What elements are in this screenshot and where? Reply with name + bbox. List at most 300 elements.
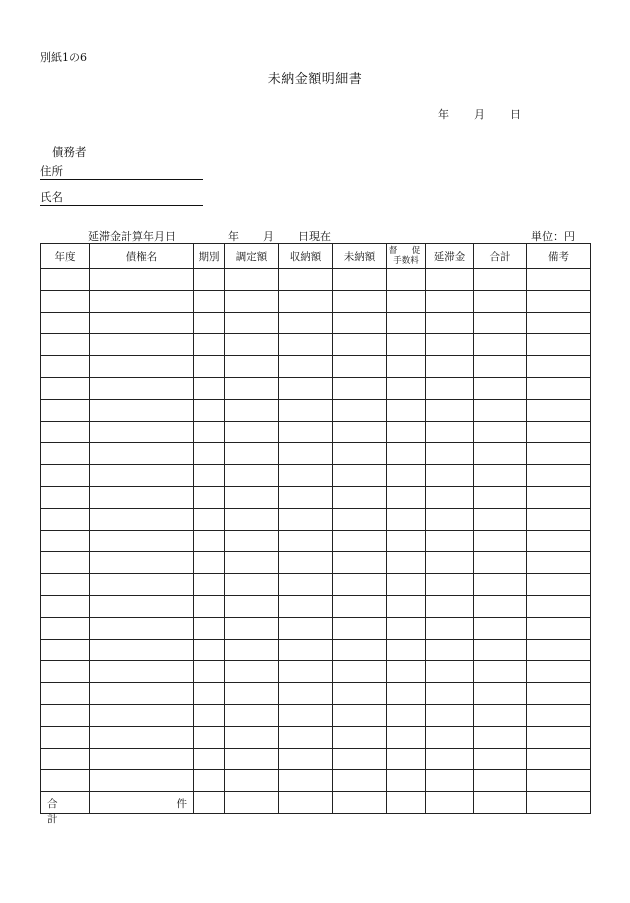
cell-assessed[interactable] xyxy=(225,508,279,530)
cell-remarks[interactable] xyxy=(527,465,591,487)
header-unpaid: 未納額 xyxy=(333,244,387,269)
cell-late-charge[interactable] xyxy=(426,399,474,421)
cell-unpaid[interactable] xyxy=(333,617,387,639)
cell-installment[interactable] xyxy=(194,770,225,792)
cell-claim-name[interactable] xyxy=(90,334,194,356)
cell-reminder-fee[interactable] xyxy=(387,704,426,726)
table-cell[interactable] xyxy=(426,792,474,814)
cell-fiscal-year[interactable] xyxy=(41,748,90,770)
cell-fiscal-year[interactable] xyxy=(41,312,90,334)
table-row xyxy=(41,290,591,312)
cell-total[interactable] xyxy=(474,726,527,748)
cell-late-charge[interactable] xyxy=(426,334,474,356)
cell-fiscal-year[interactable] xyxy=(41,617,90,639)
cell-total[interactable] xyxy=(474,770,527,792)
header-claim-name: 債権名 xyxy=(90,244,194,269)
cell-reminder-fee[interactable] xyxy=(387,269,426,291)
cell-assessed[interactable] xyxy=(225,486,279,508)
cell-reminder-fee[interactable] xyxy=(387,421,426,443)
cell-received[interactable] xyxy=(279,617,333,639)
name-field[interactable] xyxy=(40,190,203,206)
cell-assessed[interactable] xyxy=(225,661,279,683)
cell-received[interactable] xyxy=(279,595,333,617)
table-row xyxy=(41,530,591,552)
cell-reminder-fee[interactable] xyxy=(387,377,426,399)
cell-reminder-fee[interactable] xyxy=(387,552,426,574)
cell-received[interactable] xyxy=(279,639,333,661)
cell-late-charge[interactable] xyxy=(426,726,474,748)
cell-installment[interactable] xyxy=(194,465,225,487)
cell-claim-name[interactable] xyxy=(90,639,194,661)
cell-unpaid[interactable] xyxy=(333,595,387,617)
cell-total[interactable] xyxy=(474,530,527,552)
cell-assessed[interactable] xyxy=(225,617,279,639)
header-reminder-fee-line2: 手数料 xyxy=(393,256,419,266)
cell-claim-name[interactable] xyxy=(90,661,194,683)
header-total: 合計 xyxy=(474,244,527,269)
table-cell[interactable] xyxy=(225,792,279,814)
cell-remarks[interactable] xyxy=(527,748,591,770)
cell-installment[interactable] xyxy=(194,421,225,443)
cell-fiscal-year[interactable] xyxy=(41,574,90,596)
cell-received[interactable] xyxy=(279,552,333,574)
unit-label: 単位：円 xyxy=(531,230,575,243)
cell-unpaid[interactable] xyxy=(333,661,387,683)
cell-fiscal-year[interactable] xyxy=(41,443,90,465)
cell-total[interactable] xyxy=(474,443,527,465)
cell-received[interactable] xyxy=(279,508,333,530)
cell-unpaid[interactable] xyxy=(333,465,387,487)
cell-received[interactable] xyxy=(279,269,333,291)
cell-remarks[interactable] xyxy=(527,356,591,378)
cell-late-charge[interactable] xyxy=(426,290,474,312)
cell-assessed[interactable] xyxy=(225,639,279,661)
cell-claim-name[interactable] xyxy=(90,312,194,334)
cell-unpaid[interactable] xyxy=(333,726,387,748)
cell-claim-name[interactable] xyxy=(90,508,194,530)
cell-assessed[interactable] xyxy=(225,421,279,443)
cell-remarks[interactable] xyxy=(527,595,591,617)
cell-late-charge[interactable] xyxy=(426,639,474,661)
cell-assessed[interactable] xyxy=(225,377,279,399)
cell-remarks[interactable] xyxy=(527,443,591,465)
table-row xyxy=(41,552,591,574)
cell-assessed[interactable] xyxy=(225,552,279,574)
table-row xyxy=(41,356,591,378)
count-unit-label: 件 xyxy=(176,798,187,811)
cell-assessed[interactable] xyxy=(225,704,279,726)
cell-late-charge[interactable] xyxy=(426,617,474,639)
cell-fiscal-year[interactable] xyxy=(41,552,90,574)
cell-installment[interactable] xyxy=(194,334,225,356)
cell-installment[interactable] xyxy=(194,508,225,530)
cell-installment[interactable] xyxy=(194,574,225,596)
cell-reminder-fee[interactable] xyxy=(387,443,426,465)
cell-total[interactable] xyxy=(474,552,527,574)
cell-unpaid[interactable] xyxy=(333,399,387,421)
cell-received[interactable] xyxy=(279,661,333,683)
table-cell[interactable] xyxy=(194,792,225,814)
cell-fiscal-year[interactable] xyxy=(41,770,90,792)
cell-unpaid[interactable] xyxy=(333,639,387,661)
cell-installment[interactable] xyxy=(194,399,225,421)
cell-installment[interactable] xyxy=(194,443,225,465)
cell-unpaid[interactable] xyxy=(333,290,387,312)
table-row xyxy=(41,465,591,487)
cell-late-charge[interactable] xyxy=(426,269,474,291)
cell-reminder-fee[interactable] xyxy=(387,486,426,508)
cell-total[interactable] xyxy=(474,465,527,487)
cell-installment[interactable] xyxy=(194,290,225,312)
cell-remarks[interactable] xyxy=(527,312,591,334)
cell-unpaid[interactable] xyxy=(333,443,387,465)
cell-late-charge[interactable] xyxy=(426,377,474,399)
cell-fiscal-year[interactable] xyxy=(41,486,90,508)
cell-total[interactable] xyxy=(474,356,527,378)
cell-unpaid[interactable] xyxy=(333,312,387,334)
cell-remarks[interactable] xyxy=(527,574,591,596)
table-row xyxy=(41,508,591,530)
cell-assessed[interactable] xyxy=(225,683,279,705)
cell-received[interactable] xyxy=(279,334,333,356)
total-char-1: 合 xyxy=(47,798,58,811)
cell-unpaid[interactable] xyxy=(333,704,387,726)
cell-installment[interactable] xyxy=(194,552,225,574)
cell-total[interactable] xyxy=(474,748,527,770)
header-received: 収納額 xyxy=(279,244,333,269)
table-cell[interactable] xyxy=(279,792,333,814)
cell-received[interactable] xyxy=(279,377,333,399)
cell-remarks[interactable] xyxy=(527,486,591,508)
cell-installment[interactable] xyxy=(194,661,225,683)
cell-remarks[interactable] xyxy=(527,617,591,639)
cell-reminder-fee[interactable] xyxy=(387,465,426,487)
table-row xyxy=(41,683,591,705)
cell-reminder-fee[interactable] xyxy=(387,748,426,770)
cell-claim-name[interactable] xyxy=(90,356,194,378)
cell-total[interactable] xyxy=(474,704,527,726)
cell-assessed[interactable] xyxy=(225,443,279,465)
cell-assessed[interactable] xyxy=(225,269,279,291)
cell-installment[interactable] xyxy=(194,530,225,552)
cell-installment[interactable] xyxy=(194,639,225,661)
cell-claim-name[interactable] xyxy=(90,421,194,443)
cell-late-charge[interactable] xyxy=(426,356,474,378)
cell-reminder-fee[interactable] xyxy=(387,312,426,334)
cell-claim-name[interactable] xyxy=(90,269,194,291)
cell-unpaid[interactable] xyxy=(333,334,387,356)
cell-total[interactable] xyxy=(474,617,527,639)
cell-claim-name[interactable] xyxy=(90,704,194,726)
cell-unpaid[interactable] xyxy=(333,530,387,552)
cell-late-charge[interactable] xyxy=(426,661,474,683)
cell-installment[interactable] xyxy=(194,486,225,508)
cell-remarks[interactable] xyxy=(527,334,591,356)
cell-claim-name[interactable] xyxy=(90,617,194,639)
cell-total[interactable] xyxy=(474,574,527,596)
cell-assessed[interactable] xyxy=(225,574,279,596)
cell-assessed[interactable] xyxy=(225,595,279,617)
total-char-2: 計 xyxy=(47,813,58,826)
table-row xyxy=(41,377,591,399)
cell-unpaid[interactable] xyxy=(333,683,387,705)
page-title: 未納金額明細書 xyxy=(267,72,363,87)
debtor-label: 債務者 xyxy=(52,145,87,159)
total-count-cell[interactable] xyxy=(90,792,194,814)
cell-installment[interactable] xyxy=(194,312,225,334)
cell-reminder-fee[interactable] xyxy=(387,617,426,639)
date-day-label: 日 xyxy=(510,108,521,121)
cell-reminder-fee[interactable] xyxy=(387,334,426,356)
cell-unpaid[interactable] xyxy=(333,748,387,770)
cell-received[interactable] xyxy=(279,770,333,792)
cell-remarks[interactable] xyxy=(527,421,591,443)
cell-installment[interactable] xyxy=(194,704,225,726)
address-field[interactable] xyxy=(40,164,203,180)
table-row xyxy=(41,726,591,748)
cell-reminder-fee[interactable] xyxy=(387,639,426,661)
table-row xyxy=(41,661,591,683)
cell-claim-name[interactable] xyxy=(90,486,194,508)
cell-late-charge[interactable] xyxy=(426,443,474,465)
detail-table xyxy=(40,243,591,826)
table-row xyxy=(41,269,591,291)
header-reminder-fee xyxy=(387,244,426,269)
cell-fiscal-year[interactable] xyxy=(41,399,90,421)
cell-total[interactable] xyxy=(474,290,527,312)
cell-installment[interactable] xyxy=(194,617,225,639)
cell-remarks[interactable] xyxy=(527,726,591,748)
cell-reminder-fee[interactable] xyxy=(387,683,426,705)
cell-installment[interactable] xyxy=(194,356,225,378)
cell-claim-name[interactable] xyxy=(90,726,194,748)
table-cell[interactable] xyxy=(333,792,387,814)
table-cell[interactable] xyxy=(387,792,426,814)
cell-installment[interactable] xyxy=(194,269,225,291)
cell-claim-name[interactable] xyxy=(90,290,194,312)
cell-remarks[interactable] xyxy=(527,661,591,683)
cell-received[interactable] xyxy=(279,421,333,443)
cell-assessed[interactable] xyxy=(225,290,279,312)
cell-installment[interactable] xyxy=(194,748,225,770)
header-late-charge: 延滞金 xyxy=(426,244,474,269)
cell-reminder-fee[interactable] xyxy=(387,356,426,378)
name-label: 氏名 xyxy=(40,190,63,204)
cell-reminder-fee[interactable] xyxy=(387,530,426,552)
cell-late-charge[interactable] xyxy=(426,530,474,552)
cell-claim-name[interactable] xyxy=(90,443,194,465)
cell-fiscal-year[interactable] xyxy=(41,639,90,661)
cell-late-charge[interactable] xyxy=(426,748,474,770)
cell-unpaid[interactable] xyxy=(333,421,387,443)
cell-late-charge[interactable] xyxy=(426,508,474,530)
cell-received[interactable] xyxy=(279,312,333,334)
cell-reminder-fee[interactable] xyxy=(387,770,426,792)
date-month-label: 月 xyxy=(474,108,485,121)
cell-received[interactable] xyxy=(279,683,333,705)
cell-claim-name[interactable] xyxy=(90,595,194,617)
cell-unpaid[interactable] xyxy=(333,356,387,378)
cell-unpaid[interactable] xyxy=(333,377,387,399)
cell-fiscal-year[interactable] xyxy=(41,334,90,356)
table-cell[interactable] xyxy=(474,792,527,814)
cell-received[interactable] xyxy=(279,443,333,465)
cell-fiscal-year[interactable] xyxy=(41,465,90,487)
table-row xyxy=(41,595,591,617)
cell-total[interactable] xyxy=(474,683,527,705)
cell-received[interactable] xyxy=(279,290,333,312)
cell-unpaid[interactable] xyxy=(333,552,387,574)
cell-claim-name[interactable] xyxy=(90,770,194,792)
cell-fiscal-year[interactable] xyxy=(41,595,90,617)
table-header-row xyxy=(41,244,591,269)
cell-reminder-fee[interactable] xyxy=(387,290,426,312)
cell-fiscal-year[interactable] xyxy=(41,683,90,705)
cell-remarks[interactable] xyxy=(527,377,591,399)
cell-installment[interactable] xyxy=(194,595,225,617)
cell-total[interactable] xyxy=(474,421,527,443)
cell-unpaid[interactable] xyxy=(333,508,387,530)
cell-fiscal-year[interactable] xyxy=(41,269,90,291)
cell-reminder-fee[interactable] xyxy=(387,574,426,596)
cell-received[interactable] xyxy=(279,704,333,726)
cell-remarks[interactable] xyxy=(527,530,591,552)
table-row xyxy=(41,421,591,443)
header-installment: 期別 xyxy=(194,244,225,269)
cell-remarks[interactable] xyxy=(527,704,591,726)
calc-date-day-suffix: 日現在 xyxy=(298,230,331,243)
cell-fiscal-year[interactable] xyxy=(41,290,90,312)
header-remarks: 備考 xyxy=(527,244,591,269)
cell-total[interactable] xyxy=(474,639,527,661)
cell-late-charge[interactable] xyxy=(426,595,474,617)
cell-remarks[interactable] xyxy=(527,639,591,661)
table-row xyxy=(41,770,591,792)
cell-late-charge[interactable] xyxy=(426,770,474,792)
cell-claim-name[interactable] xyxy=(90,552,194,574)
cell-fiscal-year[interactable] xyxy=(41,726,90,748)
cell-total[interactable] xyxy=(474,508,527,530)
cell-late-charge[interactable] xyxy=(426,552,474,574)
cell-claim-name[interactable] xyxy=(90,465,194,487)
table-row xyxy=(41,617,591,639)
cell-claim-name[interactable] xyxy=(90,574,194,596)
cell-claim-name[interactable] xyxy=(90,683,194,705)
cell-total[interactable] xyxy=(474,486,527,508)
cell-total[interactable] xyxy=(474,377,527,399)
cell-unpaid[interactable] xyxy=(333,269,387,291)
cell-late-charge[interactable] xyxy=(426,421,474,443)
cell-received[interactable] xyxy=(279,486,333,508)
cell-fiscal-year[interactable] xyxy=(41,508,90,530)
cell-reminder-fee[interactable] xyxy=(387,508,426,530)
cell-fiscal-year[interactable] xyxy=(41,530,90,552)
cell-fiscal-year[interactable] xyxy=(41,661,90,683)
cell-received[interactable] xyxy=(279,530,333,552)
table-row xyxy=(41,704,591,726)
date-year-label: 年 xyxy=(438,108,449,121)
cell-remarks[interactable] xyxy=(527,290,591,312)
cell-received[interactable] xyxy=(279,465,333,487)
cell-total[interactable] xyxy=(474,312,527,334)
table-row xyxy=(41,443,591,465)
cell-assessed[interactable] xyxy=(225,312,279,334)
cell-unpaid[interactable] xyxy=(333,486,387,508)
cell-received[interactable] xyxy=(279,726,333,748)
cell-unpaid[interactable] xyxy=(333,574,387,596)
cell-assessed[interactable] xyxy=(225,465,279,487)
cell-reminder-fee[interactable] xyxy=(387,661,426,683)
table-total-row xyxy=(41,792,591,814)
cell-assessed[interactable] xyxy=(225,399,279,421)
cell-total[interactable] xyxy=(474,399,527,421)
cell-late-charge[interactable] xyxy=(426,683,474,705)
table-row xyxy=(41,334,591,356)
cell-total[interactable] xyxy=(474,595,527,617)
cell-installment[interactable] xyxy=(194,726,225,748)
cell-remarks[interactable] xyxy=(527,770,591,792)
cell-remarks[interactable] xyxy=(527,683,591,705)
table-cell[interactable] xyxy=(527,792,591,814)
address-label: 住所 xyxy=(40,164,63,178)
cell-assessed[interactable] xyxy=(225,334,279,356)
cell-fiscal-year[interactable] xyxy=(41,704,90,726)
cell-assessed[interactable] xyxy=(225,748,279,770)
cell-received[interactable] xyxy=(279,574,333,596)
cell-remarks[interactable] xyxy=(527,269,591,291)
cell-assessed[interactable] xyxy=(225,770,279,792)
cell-claim-name[interactable] xyxy=(90,748,194,770)
table-row xyxy=(41,748,591,770)
cell-assessed[interactable] xyxy=(225,726,279,748)
cell-late-charge[interactable] xyxy=(426,574,474,596)
cell-installment[interactable] xyxy=(194,683,225,705)
calc-date-label: 延滞金計算年月日 xyxy=(88,230,176,243)
cell-total[interactable] xyxy=(474,661,527,683)
cell-reminder-fee[interactable] xyxy=(387,726,426,748)
cell-fiscal-year[interactable] xyxy=(41,377,90,399)
cell-fiscal-year[interactable] xyxy=(41,356,90,378)
cell-late-charge[interactable] xyxy=(426,486,474,508)
cell-late-charge[interactable] xyxy=(426,312,474,334)
cell-claim-name[interactable] xyxy=(90,399,194,421)
cell-unpaid[interactable] xyxy=(333,770,387,792)
cell-received[interactable] xyxy=(279,399,333,421)
cell-reminder-fee[interactable] xyxy=(387,595,426,617)
cell-installment[interactable] xyxy=(194,377,225,399)
cell-remarks[interactable] xyxy=(527,552,591,574)
cell-total[interactable] xyxy=(474,334,527,356)
cell-reminder-fee[interactable] xyxy=(387,399,426,421)
cell-assessed[interactable] xyxy=(225,356,279,378)
table-row xyxy=(41,574,591,596)
cell-remarks[interactable] xyxy=(527,508,591,530)
cell-fiscal-year[interactable] xyxy=(41,421,90,443)
header-fiscal-year: 年度 xyxy=(41,244,90,269)
form-id: 別紙1の6 xyxy=(40,51,87,64)
cell-total[interactable] xyxy=(474,269,527,291)
cell-late-charge[interactable] xyxy=(426,465,474,487)
table-row xyxy=(41,312,591,334)
total-label-cell xyxy=(41,792,90,826)
cell-claim-name[interactable] xyxy=(90,377,194,399)
cell-claim-name[interactable] xyxy=(90,530,194,552)
cell-assessed[interactable] xyxy=(225,530,279,552)
cell-remarks[interactable] xyxy=(527,399,591,421)
cell-late-charge[interactable] xyxy=(426,704,474,726)
cell-received[interactable] xyxy=(279,748,333,770)
cell-received[interactable] xyxy=(279,356,333,378)
